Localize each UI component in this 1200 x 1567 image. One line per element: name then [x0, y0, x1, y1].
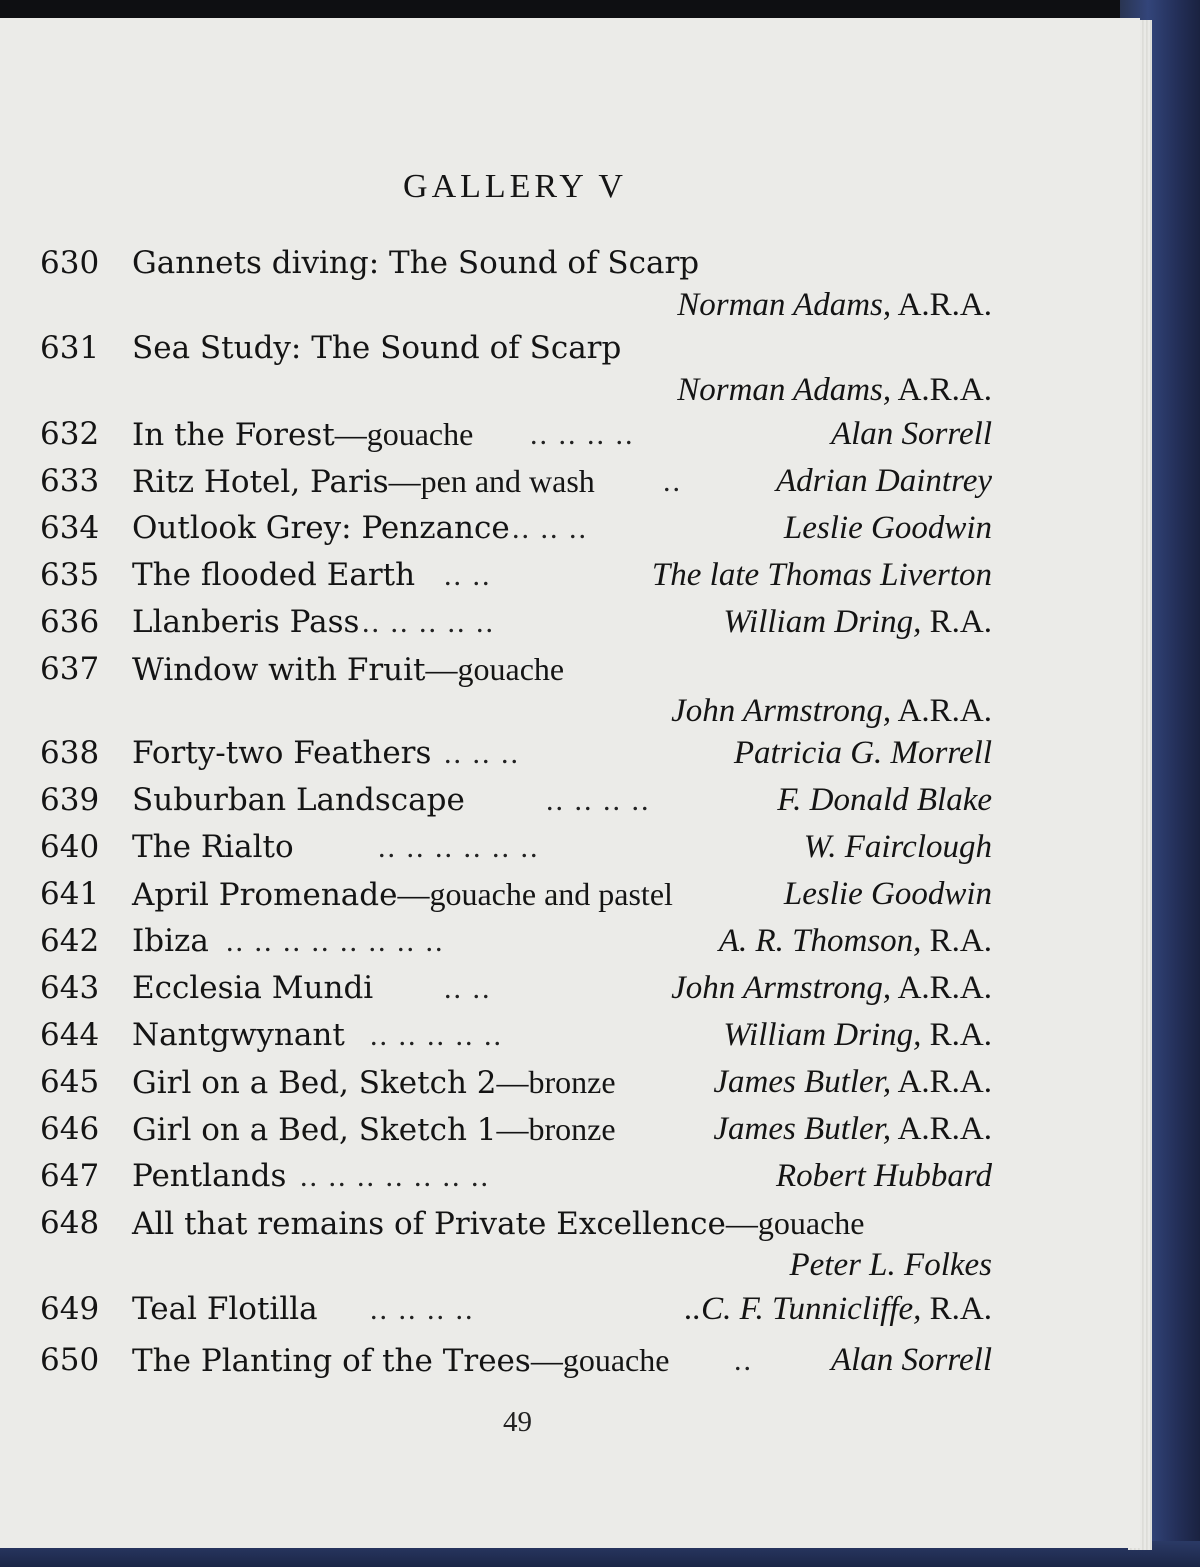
leader-dots: .. .. .. .. — [370, 1293, 475, 1326]
page-number: 49 — [503, 1406, 532, 1438]
entry-artist: Leslie Goodwin — [783, 510, 992, 546]
entry-number: 632 — [40, 416, 100, 452]
catalogue-entry-634 — [40, 505, 992, 552]
entry-number: 633 — [40, 463, 100, 499]
leader-dots: .. .. .. — [512, 512, 588, 545]
entry-artist: James Butler, A.R.A. — [713, 1064, 992, 1100]
entry-medium: —gouache — [425, 651, 565, 687]
entry-artist: A. R. Thomson, R.A. — [718, 923, 992, 959]
entry-title: Nantgwynant — [132, 1017, 345, 1053]
leader-dots: .. .. — [444, 972, 492, 1005]
entry-medium: —gouache — [530, 1342, 670, 1378]
entry-title: Ibiza — [132, 923, 209, 959]
entry-artist: Peter L. Folkes — [789, 1247, 992, 1283]
catalogue-entry-631 — [40, 325, 992, 411]
entry-title: Teal Flotilla — [132, 1291, 318, 1327]
page-title: GALLERY V — [403, 168, 627, 205]
entry-title: Window with Fruit—gouache — [132, 651, 565, 688]
catalogue-entry-646 — [40, 1106, 992, 1153]
entry-number: 638 — [40, 735, 100, 771]
entry-artist: William Dring, R.A. — [723, 604, 992, 640]
entry-number: 649 — [40, 1291, 100, 1327]
entry-number: 650 — [40, 1342, 100, 1378]
catalogue-entry-632 — [40, 411, 992, 458]
entry-number: 643 — [40, 970, 100, 1006]
leader-dots: .. — [663, 465, 682, 498]
entry-number: 641 — [40, 876, 100, 912]
entry-medium: —pen and wash — [388, 463, 595, 499]
entry-medium: —gouache — [725, 1205, 865, 1241]
catalogue-entry-639 — [40, 777, 992, 824]
catalogue-entry-638 — [40, 730, 992, 777]
entry-artist: The late Thomas Liverton — [651, 557, 992, 593]
entry-artist: William Dring, R.A. — [723, 1017, 992, 1053]
entry-title: Girl on a Bed, Sketch 1—bronze — [132, 1111, 616, 1148]
catalogue-page — [0, 18, 1140, 1548]
entry-artist: Alan Sorrell — [830, 1342, 992, 1378]
entry-number: 644 — [40, 1017, 100, 1053]
entry-number: 640 — [40, 829, 100, 865]
catalogue-entry-650 — [40, 1337, 992, 1384]
entry-title: Pentlands — [132, 1158, 287, 1194]
catalogue-entry-643 — [40, 965, 992, 1012]
entry-artist: Leslie Goodwin — [783, 876, 992, 912]
entry-number: 636 — [40, 604, 100, 640]
entry-artist: ..C. F. Tunnicliffe, R.A. — [684, 1291, 992, 1327]
entry-number: 637 — [40, 651, 100, 687]
catalogue-entry-633 — [40, 458, 992, 505]
entry-medium: —gouache — [334, 416, 474, 452]
entry-artist: W. Fairclough — [803, 829, 992, 865]
entry-number: 647 — [40, 1158, 100, 1194]
entry-number: 645 — [40, 1064, 100, 1100]
entry-artist: Alan Sorrell — [830, 416, 992, 452]
entry-number: 648 — [40, 1205, 100, 1241]
leader-dots: .. .. .. .. .. .. .. .. — [226, 925, 445, 958]
entry-title: In the Forest—gouache — [132, 416, 474, 453]
catalogue-entry-636 — [40, 599, 992, 646]
entry-title: Gannets diving: The Sound of Scarp — [132, 245, 700, 281]
catalogue-entry-644 — [40, 1012, 992, 1059]
leader-dots: .. .. .. .. .. — [370, 1019, 503, 1052]
entry-artist: Robert Hubbard — [775, 1158, 992, 1194]
entry-title: Forty-two Feathers — [132, 735, 432, 771]
catalogue-entry-642 — [40, 918, 992, 965]
entry-medium: —bronze — [496, 1064, 616, 1100]
entry-title: Suburban Landscape — [132, 782, 465, 818]
entry-medium: —bronze — [496, 1111, 616, 1147]
entry-title: Ecclesia Mundi — [132, 970, 374, 1006]
catalogue-entry-645 — [40, 1059, 992, 1106]
entry-number: 642 — [40, 923, 100, 959]
entry-title: Outlook Grey: Penzance — [132, 510, 510, 546]
entry-title: April Promenade—gouache and pastel — [132, 876, 673, 913]
catalogue-entry-635 — [40, 552, 992, 599]
entry-title: All that remains of Private Excellence—gouache — [132, 1205, 865, 1242]
leader-dots: .. .. — [444, 559, 492, 592]
entry-title: The Rialto — [132, 829, 294, 865]
entry-artist: John Armstrong, A.R.A. — [671, 970, 992, 1006]
entry-artist: John Armstrong, A.R.A. — [671, 693, 992, 729]
catalogue-entry-630 — [40, 240, 992, 325]
entry-number: 631 — [40, 330, 100, 366]
entry-artist: Norman Adams, A.R.A. — [677, 372, 992, 408]
leader-dots: .. .. .. .. .. — [362, 606, 495, 639]
entry-artist: Adrian Daintrey — [776, 463, 992, 499]
entry-number: 635 — [40, 557, 100, 593]
entry-number: 634 — [40, 510, 100, 546]
catalogue-entry-649 — [40, 1286, 992, 1333]
entry-artist: F. Donald Blake — [777, 782, 992, 818]
entry-artist: Norman Adams, A.R.A. — [677, 287, 992, 323]
leader-dots: .. .. .. .. — [546, 784, 651, 817]
entry-number: 639 — [40, 782, 100, 818]
entry-title: Llanberis Pass — [132, 604, 360, 640]
entry-number: 646 — [40, 1111, 100, 1147]
leader-dots: .. — [734, 1344, 753, 1377]
leader-dots: .. .. .. — [444, 737, 520, 770]
entry-list — [40, 240, 992, 1384]
leader-dots: .. .. .. .. .. .. .. — [300, 1160, 490, 1193]
entry-artist: Patricia G. Morrell — [733, 735, 992, 771]
entry-title: Girl on a Bed, Sketch 2—bronze — [132, 1064, 616, 1101]
entry-title: Ritz Hotel, Paris—pen and wash — [132, 463, 595, 500]
catalogue-entry-647 — [40, 1153, 992, 1200]
entry-title: The flooded Earth — [132, 557, 416, 593]
catalogue-entry-637 — [40, 646, 992, 730]
leader-dots: .. .. .. .. .. .. — [378, 831, 540, 864]
entry-number: 630 — [40, 245, 100, 281]
entry-medium: —gouache and pastel — [397, 876, 673, 912]
leader-dots: .. .. .. .. — [530, 418, 635, 451]
entry-title: Sea Study: The Sound of Scarp — [132, 330, 622, 366]
entry-artist: James Butler, A.R.A. — [713, 1111, 992, 1147]
catalogue-entry-648 — [40, 1200, 992, 1286]
entry-title: The Planting of the Trees—gouache — [132, 1342, 670, 1379]
catalogue-entry-640 — [40, 824, 992, 871]
catalogue-entry-641 — [40, 871, 992, 918]
